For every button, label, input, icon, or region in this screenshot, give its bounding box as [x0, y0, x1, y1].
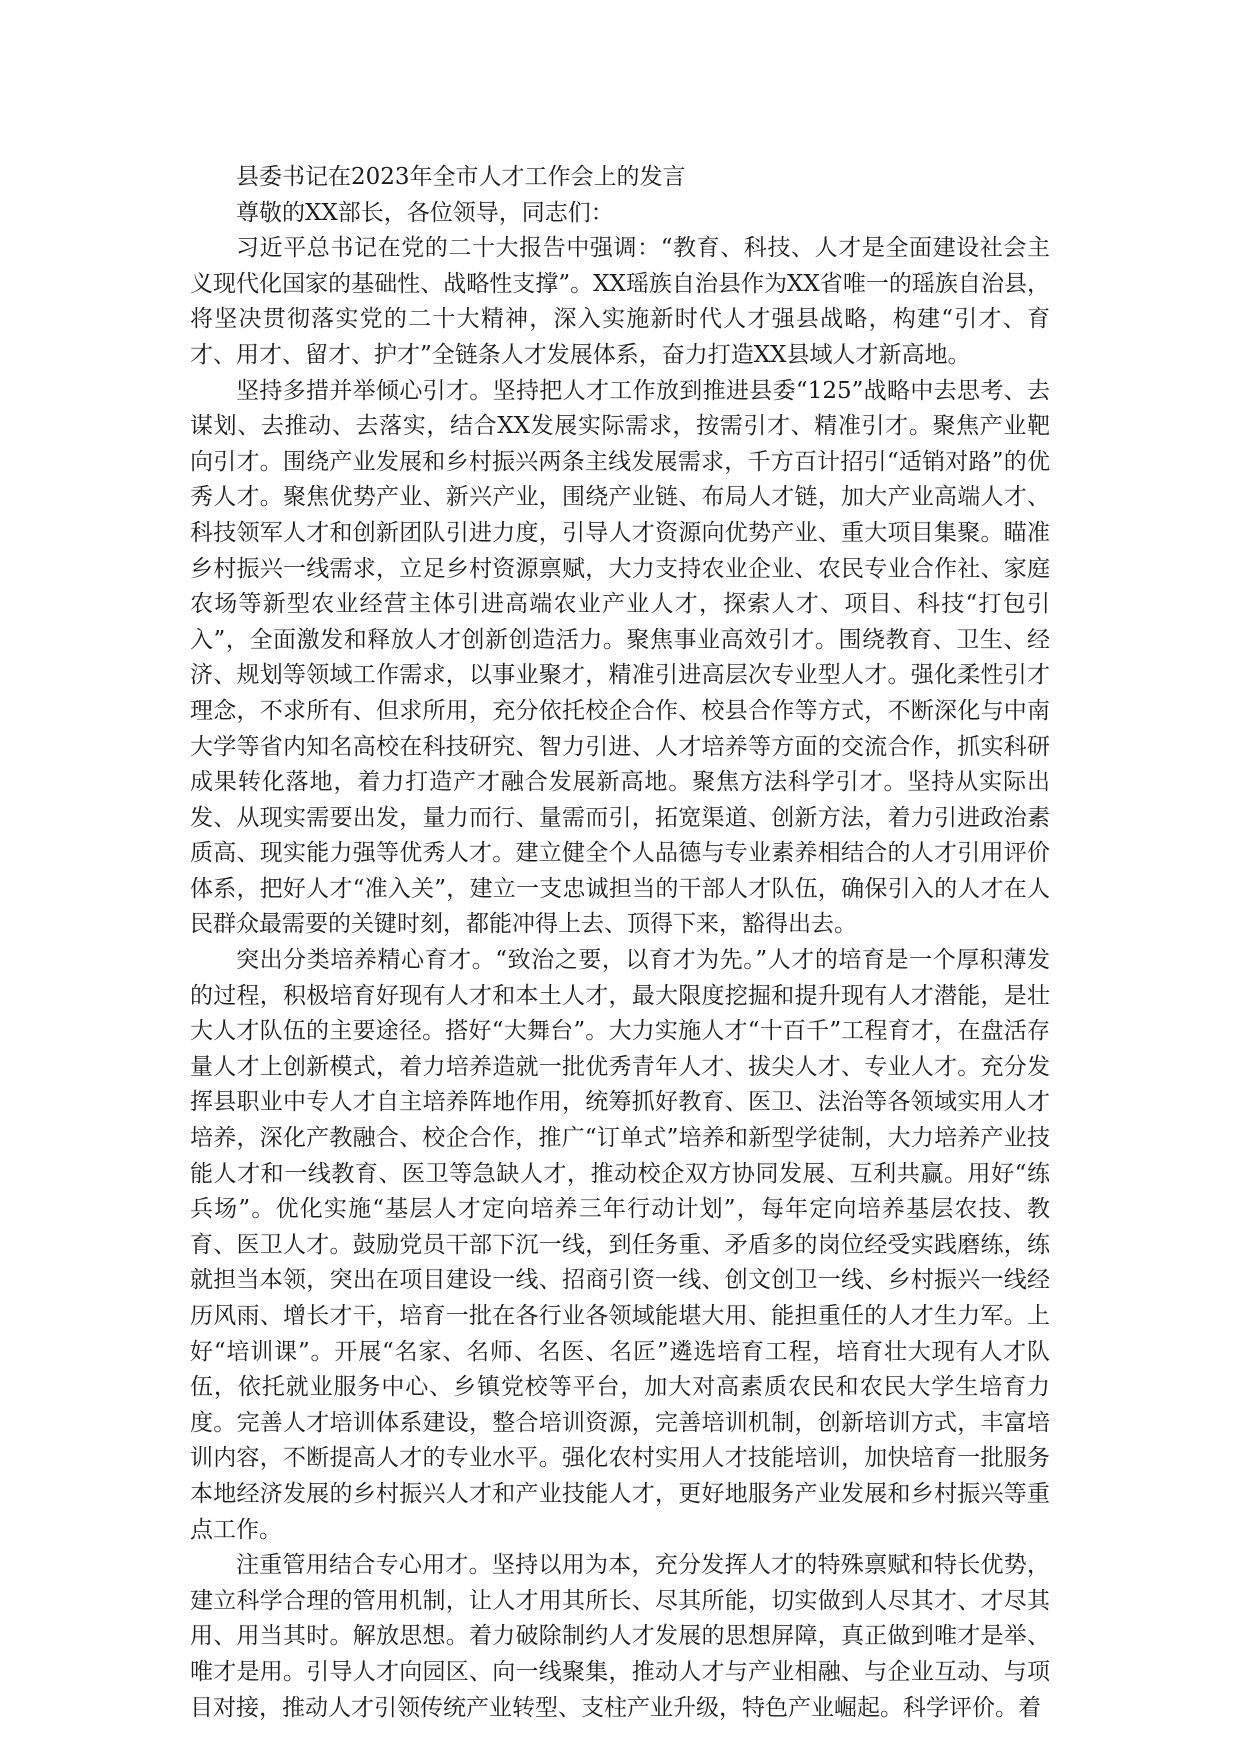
salutation: 尊敬的XX部长，各位领导，同志们： [236, 199, 614, 226]
paragraph-4: 注重管用结合专心用才。坚持以用为本，充分发挥人才的特殊禀赋和特长优势，建立科学合理的管用机制，让人才用其所长、尽其所能，切实做到人尽其才、才尽其用、用当其时。解放思想。着力破除制约人才发展的思想屏障，真正做到唯才是举、唯才是用。引导人才向园区、向一线聚集，推动人才与产业相融、与企业互动、与项目对接，推动人才引领传统产业转型、支柱产业升级，特色产业崛起。科学评价。着 [190, 1552, 1050, 1721]
paragraph-1: 习近平总书记在党的二十大报告中强调：“教育、科技、人才是全面建设社会主义现代化国家的基础性、战略性支撑”。XX瑶族自治县作为XX省唯一的瑶族自治县，将坚决贯彻落实党的二十大精神，深入实施新时代人才强县战略，构建“引才、育才、用才、留才、护才”全链条人才发展体系，奋力打造XX县域人才新高地。 [190, 235, 1050, 368]
document-page [190, 160, 1050, 1726]
document-title: 县委书记在2023年全市人才工作会上的发言 [236, 164, 686, 190]
paragraph-3: 突出分类培养精心育才。“致治之要，以育才为先。”人才的培育是一个厚积薄发的过程，积极培育好现有人才和本土人才，最大限度挖掘和提升现有人才潜能，是壮大人才队伍的主要途径。搭好“大舞台”。大力实施人才“十百千”工程育才，在盘活存量人才上创新模式，着力培养造就一批优秀青年人才、拔尖人才、专业人才。充分发挥县职业中专人才自主培养阵地作用，统筹抓好教育、医卫、法治等各领域实用人才培养，深化产教融合、校企合作，推广“订单式”培养和新型学徒制，大力培养产业技能人才和一线教育、医卫等急缺人才，推动校企双方协同发展、互利共赢。用好“练兵场”。优化实施“基层人才定向培养三年行动计划”，每年定向培养基层农技、教育、医卫人才。鼓励党员干部下沉一线，到任务重、矛盾多的岗位经受实践磨练，练就担当本领，突出在项目建设一线、招商引资一线、创文创卫一线、乡村振兴一线经历风雨、增长才干，培育一批在各行业各领域能堪大用、能担重任的人才生力军。上好“培训课”。开展“名家、名师、名医、名匠”遴选培育工程，培育壮大现有人才队伍，依托就业服务中心、乡镇党校等平台，加大对高素质农民和农民大学生培育力度。完善人才培训体系建设，整合培训资源，完善培训机制，创新培训方式，丰富培训内容，不断提高人才的专业水平。强化农村实用人才技能培训，加快培育一批服务本地经济发展的乡村振兴人才和产业技能人才，更好地服务产业发展和乡村振兴等重点工作。 [190, 947, 1050, 1543]
paragraph-2: 坚持多措并举倾心引才。坚持把人才工作放到推进县委“125”战略中去思考、去谋划、去推动、去落实，结合XX发展实际需求，按需引才、精准引才。聚焦产业靶向引才。围绕产业发展和乡村振兴两条主线发展需求，千方百计招引“适销对路”的优秀人才。聚焦优势产业、新兴产业，围绕产业链、布局人才链，加大产业高端人才、科技领军人才和创新团队引进力度，引导人才资源向优势产业、重大项目集聚。瞄准乡村振兴一线需求，立足乡村资源禀赋，大力支持农业企业、农民专业合作社、家庭农场等新型农业经营主体引进高端农业产业人才，探索人才、项目、科技“打包引入”，全面激发和释放人才创新创造活力。聚焦事业高效引才。围绕教育、卫生、经济、规划等领域工作需求，以事业聚才，精准引进高层次专业型人才。强化柔性引才理念，不求所有、但求所用，充分依托校企合作、校县合作等方式，不断深化与中南大学等省内知名高校在科技研究、智力引进、人才培养等方面的交流合作，抓实科研成果转化落地，着力打造产才融合发展新高地。聚焦方法科学引才。坚持从实际出发、从现实需要出发，量力而行、量需而引，拓宽渠道、创新方法，着力引进政治素质高、现实能力强等优秀人才。建立健全个人品德与专业素养相结合的人才引用评价体系，把好人才“准入关”，建立一支忠诚担当的干部人才队伍，确保引入的人才在人民群众最需要的关键时刻，都能冲得上去、顶得下来，豁得出去。 [190, 377, 1050, 938]
